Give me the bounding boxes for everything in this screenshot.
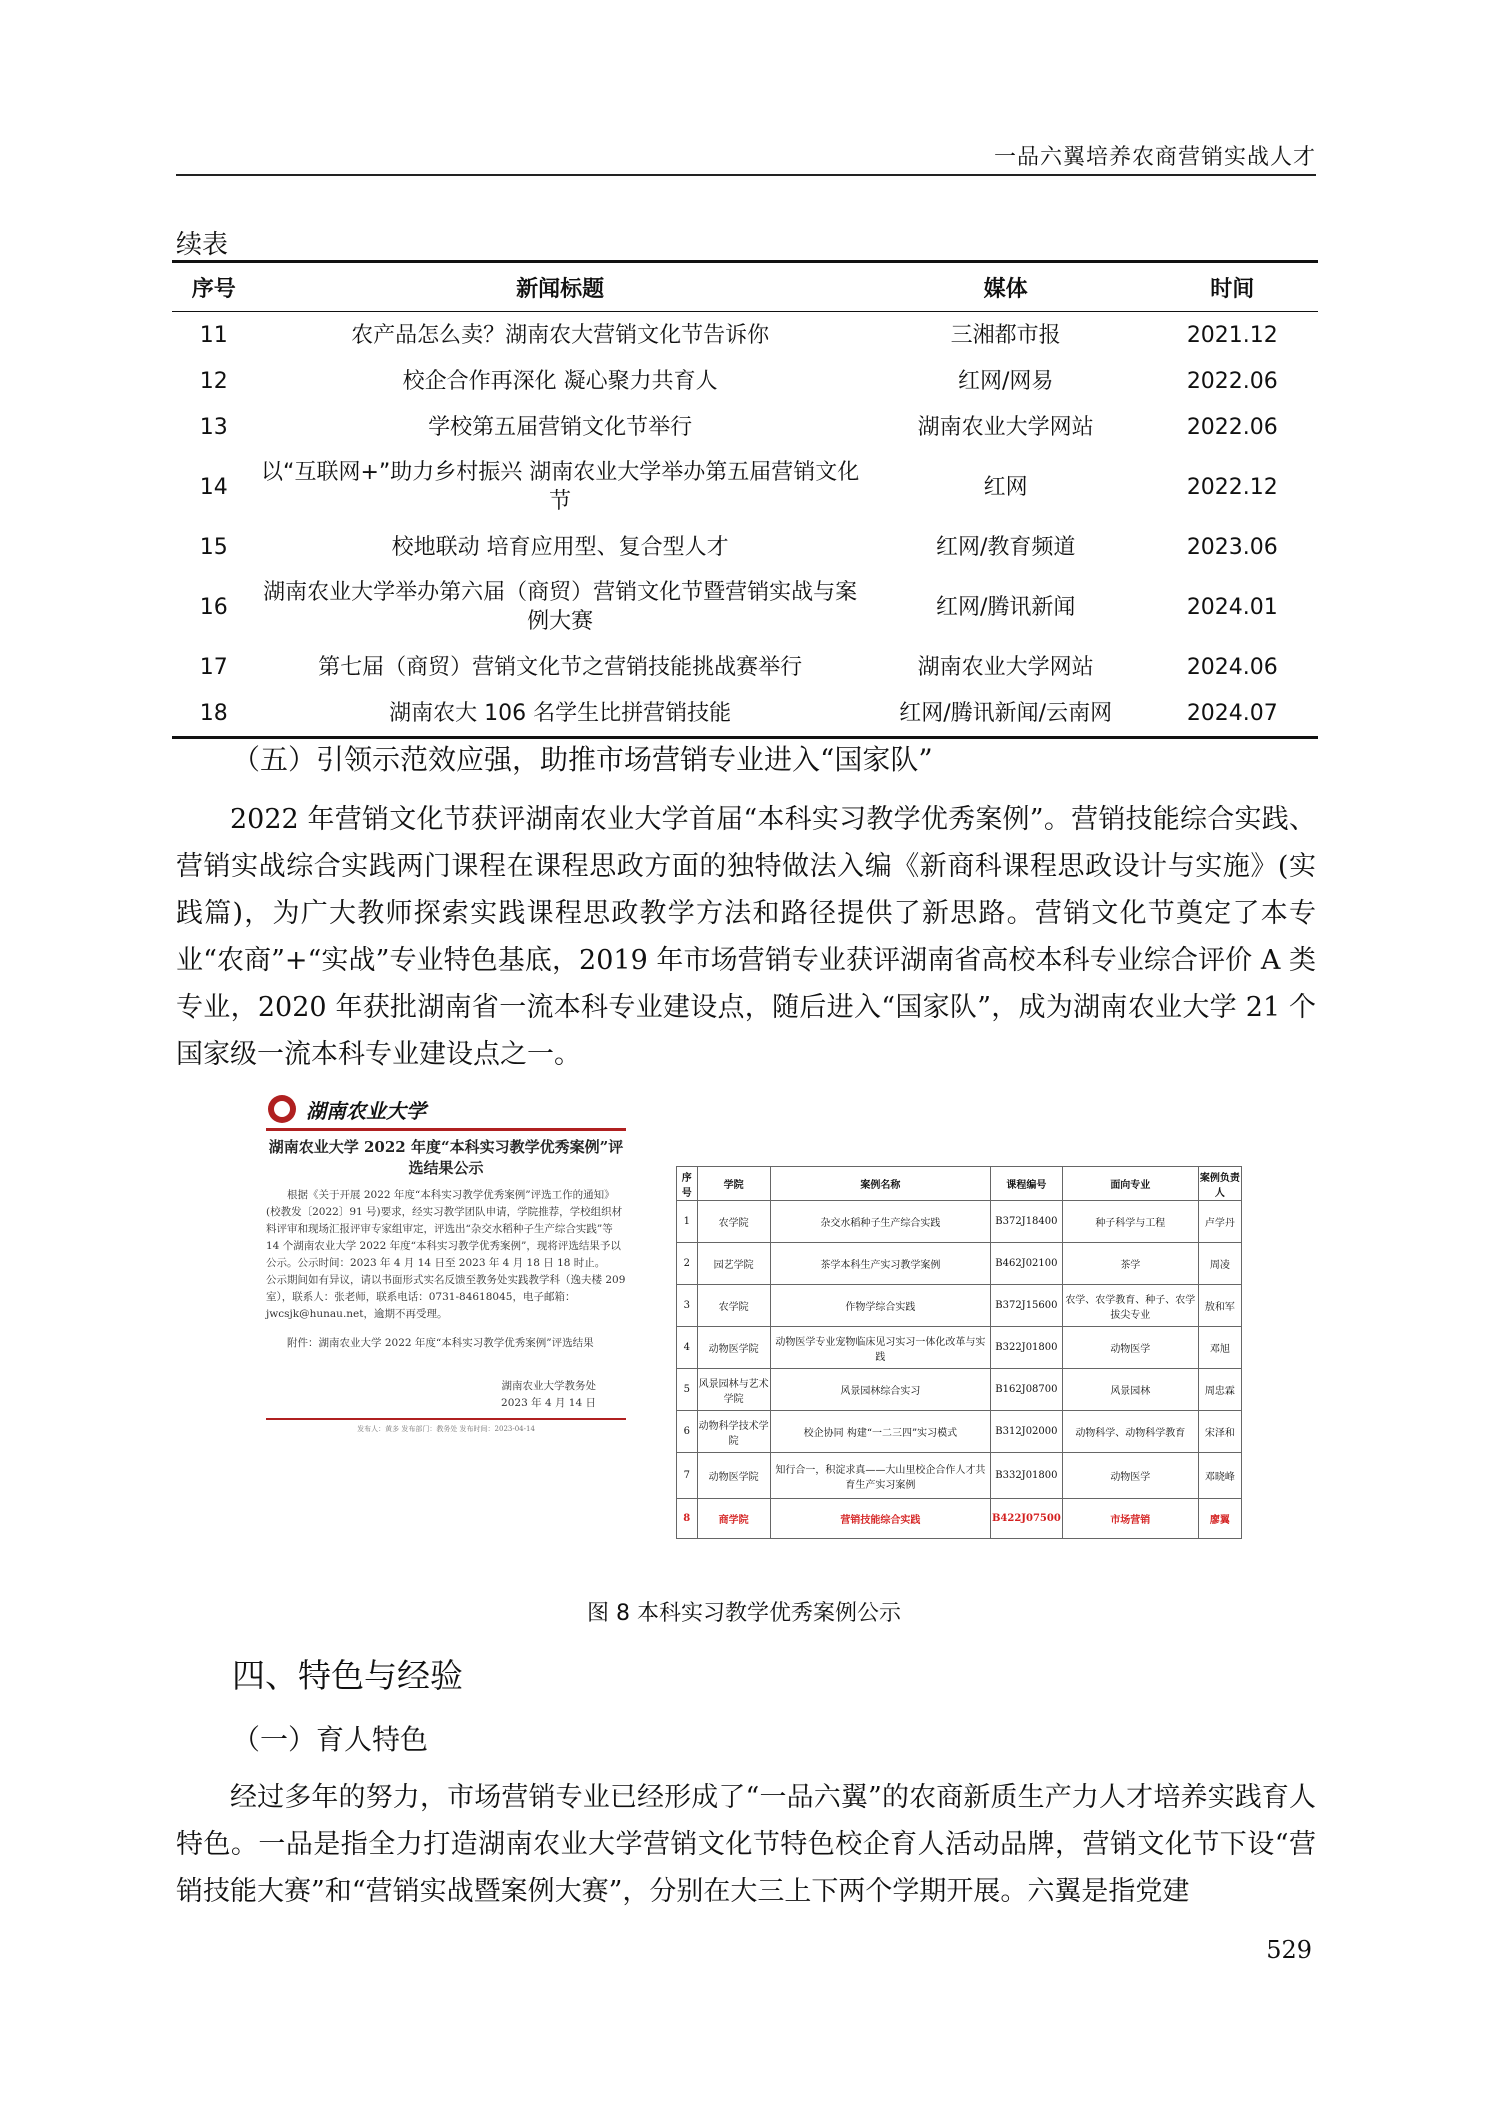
table-header-row [172, 262, 1318, 312]
table-row [172, 690, 1318, 738]
notice-issuer: 湖南农业大学教务处 [501, 1380, 596, 1392]
row-media: 红网/腾讯新闻/云南网 [899, 700, 1113, 726]
header-time: 时间 [1147, 262, 1318, 312]
case-cell: 动物医学 [1062, 1327, 1198, 1369]
case-cell: 杂交水稻种子生产综合实践 [770, 1201, 990, 1243]
row-title: 校企合作再深化 凝心聚力共育人 [402, 368, 718, 394]
running-head [176, 136, 1316, 176]
case-table-row [677, 1327, 1242, 1369]
case-table-row [677, 1369, 1242, 1411]
notice-attachment: 附件：湖南农业大学 2022 年度“本科实习教学优秀案例”评选结果 [287, 1337, 594, 1349]
subsection-heading-1: （一）育人特色 [232, 1723, 429, 1756]
figure-caption: 图 8 本科实习教学优秀案例公示 [587, 1601, 901, 1626]
case-table-row [677, 1243, 1242, 1285]
news-table [172, 260, 1318, 739]
row-time: 2024.01 [1186, 594, 1278, 620]
case-cell: 邓旭 [1198, 1327, 1241, 1369]
case-cell: 商学院 [697, 1499, 770, 1539]
row-media: 红网/网易 [957, 368, 1054, 394]
page-number: 529 [1266, 1936, 1312, 1964]
case-cell: 园艺学院 [697, 1243, 770, 1285]
header-title: 新闻标题 [256, 262, 865, 312]
case-table-row [677, 1201, 1242, 1243]
notice-date: 2023 年 4 月 14 日 [501, 1397, 596, 1409]
case-cell: 2 [677, 1243, 698, 1285]
case-cell: 邓晓峰 [1198, 1453, 1241, 1499]
case-cell: 卢学丹 [1198, 1201, 1241, 1243]
row-no: 17 [199, 654, 228, 680]
case-cell: 种子科学与工程 [1062, 1201, 1198, 1243]
case-cell: 8 [677, 1499, 698, 1539]
case-cell: 敖和军 [1198, 1285, 1241, 1327]
case-cell: B372J18400 [990, 1201, 1062, 1243]
case-header-no: 序号 [677, 1167, 698, 1201]
row-title: 湖南农业大学举办第六届（商贸）营销文化节暨营销实战与案例大赛 [263, 580, 858, 634]
subsection-heading-5: （五）引领示范效应强，助推市场营销专业进入“国家队” [232, 743, 933, 776]
case-cell: B422J07500 [990, 1499, 1062, 1539]
case-cell: 农学院 [697, 1201, 770, 1243]
row-time: 2021.12 [1186, 322, 1278, 348]
row-media: 红网 [983, 474, 1028, 500]
case-table-header-row [677, 1167, 1242, 1201]
row-no: 15 [199, 534, 228, 560]
case-table-row [677, 1453, 1242, 1499]
case-cell: 1 [677, 1201, 698, 1243]
notice-title: 湖南农业大学 2022 年度“本科实习教学优秀案例”评选结果公示 [268, 1138, 624, 1177]
case-cell: 宋泽和 [1198, 1411, 1241, 1453]
case-header-code: 课程编号 [990, 1167, 1062, 1201]
row-no: 12 [199, 368, 228, 394]
table-continued-label: 续表 [176, 230, 229, 260]
case-cell: 农学院 [697, 1285, 770, 1327]
case-header-major: 面向专业 [1062, 1167, 1198, 1201]
table-row [172, 644, 1318, 690]
case-table-row [677, 1411, 1242, 1453]
row-time: 2024.06 [1186, 654, 1278, 680]
case-cell: B312J02000 [990, 1411, 1062, 1453]
case-table-image [676, 1166, 1242, 1554]
row-no: 14 [199, 474, 228, 500]
paragraph-1: 2022 年营销文化节获评湖南农业大学首届“本科实习教学优秀案例”。营销技能综合实践、营销实战综合实践两门课程在课程思政方面的独特做法入编《新商科课程思政设计与实施》(实践篇)，为广大教师探索实践课程思政教学方法和路径提供了新思路。营销文化节奠定了本专业“农商”+“实战”专业特色基底，2019 年市场营销专业获评湖南省高校本科专业综合评价 A 类专业，2020 年获批湖南省一流本科专业建设点，随后进入“国家队”，成为湖南农业大学 21 个国家级一流本科专业建设点之一。 [176, 804, 1316, 1070]
case-cell: 3 [677, 1285, 698, 1327]
case-table-row [677, 1285, 1242, 1327]
case-cell: 动物科学、动物科学教育 [1062, 1411, 1198, 1453]
running-head-title: 一品六翼培养农商营销实战人才 [993, 145, 1316, 170]
table-row [172, 358, 1318, 404]
row-no: 16 [199, 594, 228, 620]
table-row [172, 570, 1318, 644]
case-cell: 茶学本科生产实习教学案例 [770, 1243, 990, 1285]
logo-text: 湖南农业大学 [306, 1098, 426, 1123]
row-media: 红网/腾讯新闻 [935, 594, 1076, 620]
row-time: 2024.07 [1186, 700, 1278, 726]
notice-footer-rule [266, 1418, 626, 1420]
table-row [172, 524, 1318, 570]
case-cell: 校企协同 构建“一二三四”实习模式 [770, 1411, 990, 1453]
case-table [676, 1166, 1242, 1539]
case-cell: 廖翼 [1198, 1499, 1241, 1539]
case-cell: 4 [677, 1327, 698, 1369]
row-time: 2022.12 [1186, 474, 1278, 500]
section-heading-4: 四、特色与经验 [232, 1656, 463, 1695]
case-cell: 作物学综合实践 [770, 1285, 990, 1327]
table-row [172, 404, 1318, 450]
case-cell: 茶学 [1062, 1243, 1198, 1285]
case-cell: 动物医学院 [697, 1327, 770, 1369]
case-header-name: 案例名称 [770, 1167, 990, 1201]
row-title: 农产品怎么卖？湖南农大营销文化节告诉你 [351, 322, 770, 348]
case-table-row-highlight [677, 1499, 1242, 1539]
case-cell: 动物医学 [1062, 1453, 1198, 1499]
case-cell: 营销技能综合实践 [770, 1499, 990, 1539]
row-time: 2022.06 [1186, 414, 1278, 440]
case-cell: 市场营销 [1062, 1499, 1198, 1539]
university-seal-icon [266, 1093, 298, 1125]
row-media: 三湘都市报 [950, 322, 1061, 348]
case-cell: B332J01800 [990, 1453, 1062, 1499]
case-cell: B372J15600 [990, 1285, 1062, 1327]
case-cell: 周凌 [1198, 1243, 1241, 1285]
notice-footer: 发布人：黄多 发布部门：教务处 发布时间：2023-04-14 [357, 1425, 535, 1433]
header-media: 媒体 [865, 262, 1147, 312]
row-no: 18 [199, 700, 228, 726]
notice-image [266, 1092, 626, 1540]
table-row [172, 450, 1318, 524]
case-cell: B322J01800 [990, 1327, 1062, 1369]
case-cell: B162J08700 [990, 1369, 1062, 1411]
row-title: 学校第五届营销文化节举行 [428, 414, 693, 440]
notice-body: 根据《关于开展 2022 年度“本科实习教学优秀案例”评选工作的通知》(校教发〔2022〕91 号)要求，经实习教学团队申请，学院推荐，学校组织材料评审和现场汇报评审专家组审定，评选出“杂交水稻种子生产综合实践”等 14 个湖南农业大学 2022 年度“本科实习教学优秀案例”，现将评选结果予以公示。公示时间：2023 年 4 月 14 日至 2023 年 4 月 18 日 18 时止。 公示期间如有异议，请以书面形式实名反馈至教务处实践教学科（逸夫楼 209 室），联系人：张老师，联系电话：0731-84618045，电子邮箱：jwcsjk@hunau.net，逾期不再受理。 [266, 1189, 626, 1320]
row-media: 湖南农业大学网站 [917, 654, 1094, 680]
row-title: 以“互联网+”助力乡村振兴 湖南农业大学举办第五届营销文化节 [261, 460, 860, 514]
case-cell: 知行合一，积淀求真——大山里校企合作人才共育生产实习案例 [770, 1453, 990, 1499]
case-cell: 风景园林综合实习 [770, 1369, 990, 1411]
paragraph-2: 经过多年的努力，市场营销专业已经形成了“一品六翼”的农商新质生产力人才培养实践育人特色。一品是指全力打造湖南农业大学营销文化节特色校企育人活动品牌，营销文化节下设“营销技能大赛”和“营销实战暨案例大赛”，分别在大三上下两个学期开展。六翼是指党建 [176, 1782, 1316, 1907]
row-media: 湖南农业大学网站 [917, 414, 1094, 440]
case-cell: 风景园林 [1062, 1369, 1198, 1411]
row-no: 13 [199, 414, 228, 440]
case-cell: 6 [677, 1411, 698, 1453]
notice-rule [266, 1128, 626, 1131]
case-cell: 动物医学院 [697, 1453, 770, 1499]
row-time: 2022.06 [1186, 368, 1278, 394]
row-title: 湖南农大 106 名学生比拼营销技能 [389, 700, 732, 726]
case-cell: 动物科学技术学院 [697, 1411, 770, 1453]
case-cell: 周忠霖 [1198, 1369, 1241, 1411]
case-cell: 农学、农学教育、种子、农学拔尖专业 [1062, 1285, 1198, 1327]
row-media: 红网/教育频道 [935, 534, 1076, 560]
row-title: 校地联动 培育应用型、复合型人才 [391, 534, 729, 560]
row-no: 11 [199, 322, 228, 348]
row-title: 第七届（商贸）营销文化节之营销技能挑战赛举行 [318, 654, 803, 680]
case-cell: 5 [677, 1369, 698, 1411]
case-cell: B462J02100 [990, 1243, 1062, 1285]
case-cell: 7 [677, 1453, 698, 1499]
case-cell: 风景园林与艺术学院 [697, 1369, 770, 1411]
table-row [172, 312, 1318, 359]
case-header-lead: 案例负责人 [1198, 1167, 1241, 1201]
case-header-college: 学院 [697, 1167, 770, 1201]
case-cell: 动物医学专业宠物临床见习实习一体化改革与实践 [770, 1327, 990, 1369]
row-time: 2023.06 [1186, 534, 1278, 560]
header-no: 序号 [172, 262, 256, 312]
